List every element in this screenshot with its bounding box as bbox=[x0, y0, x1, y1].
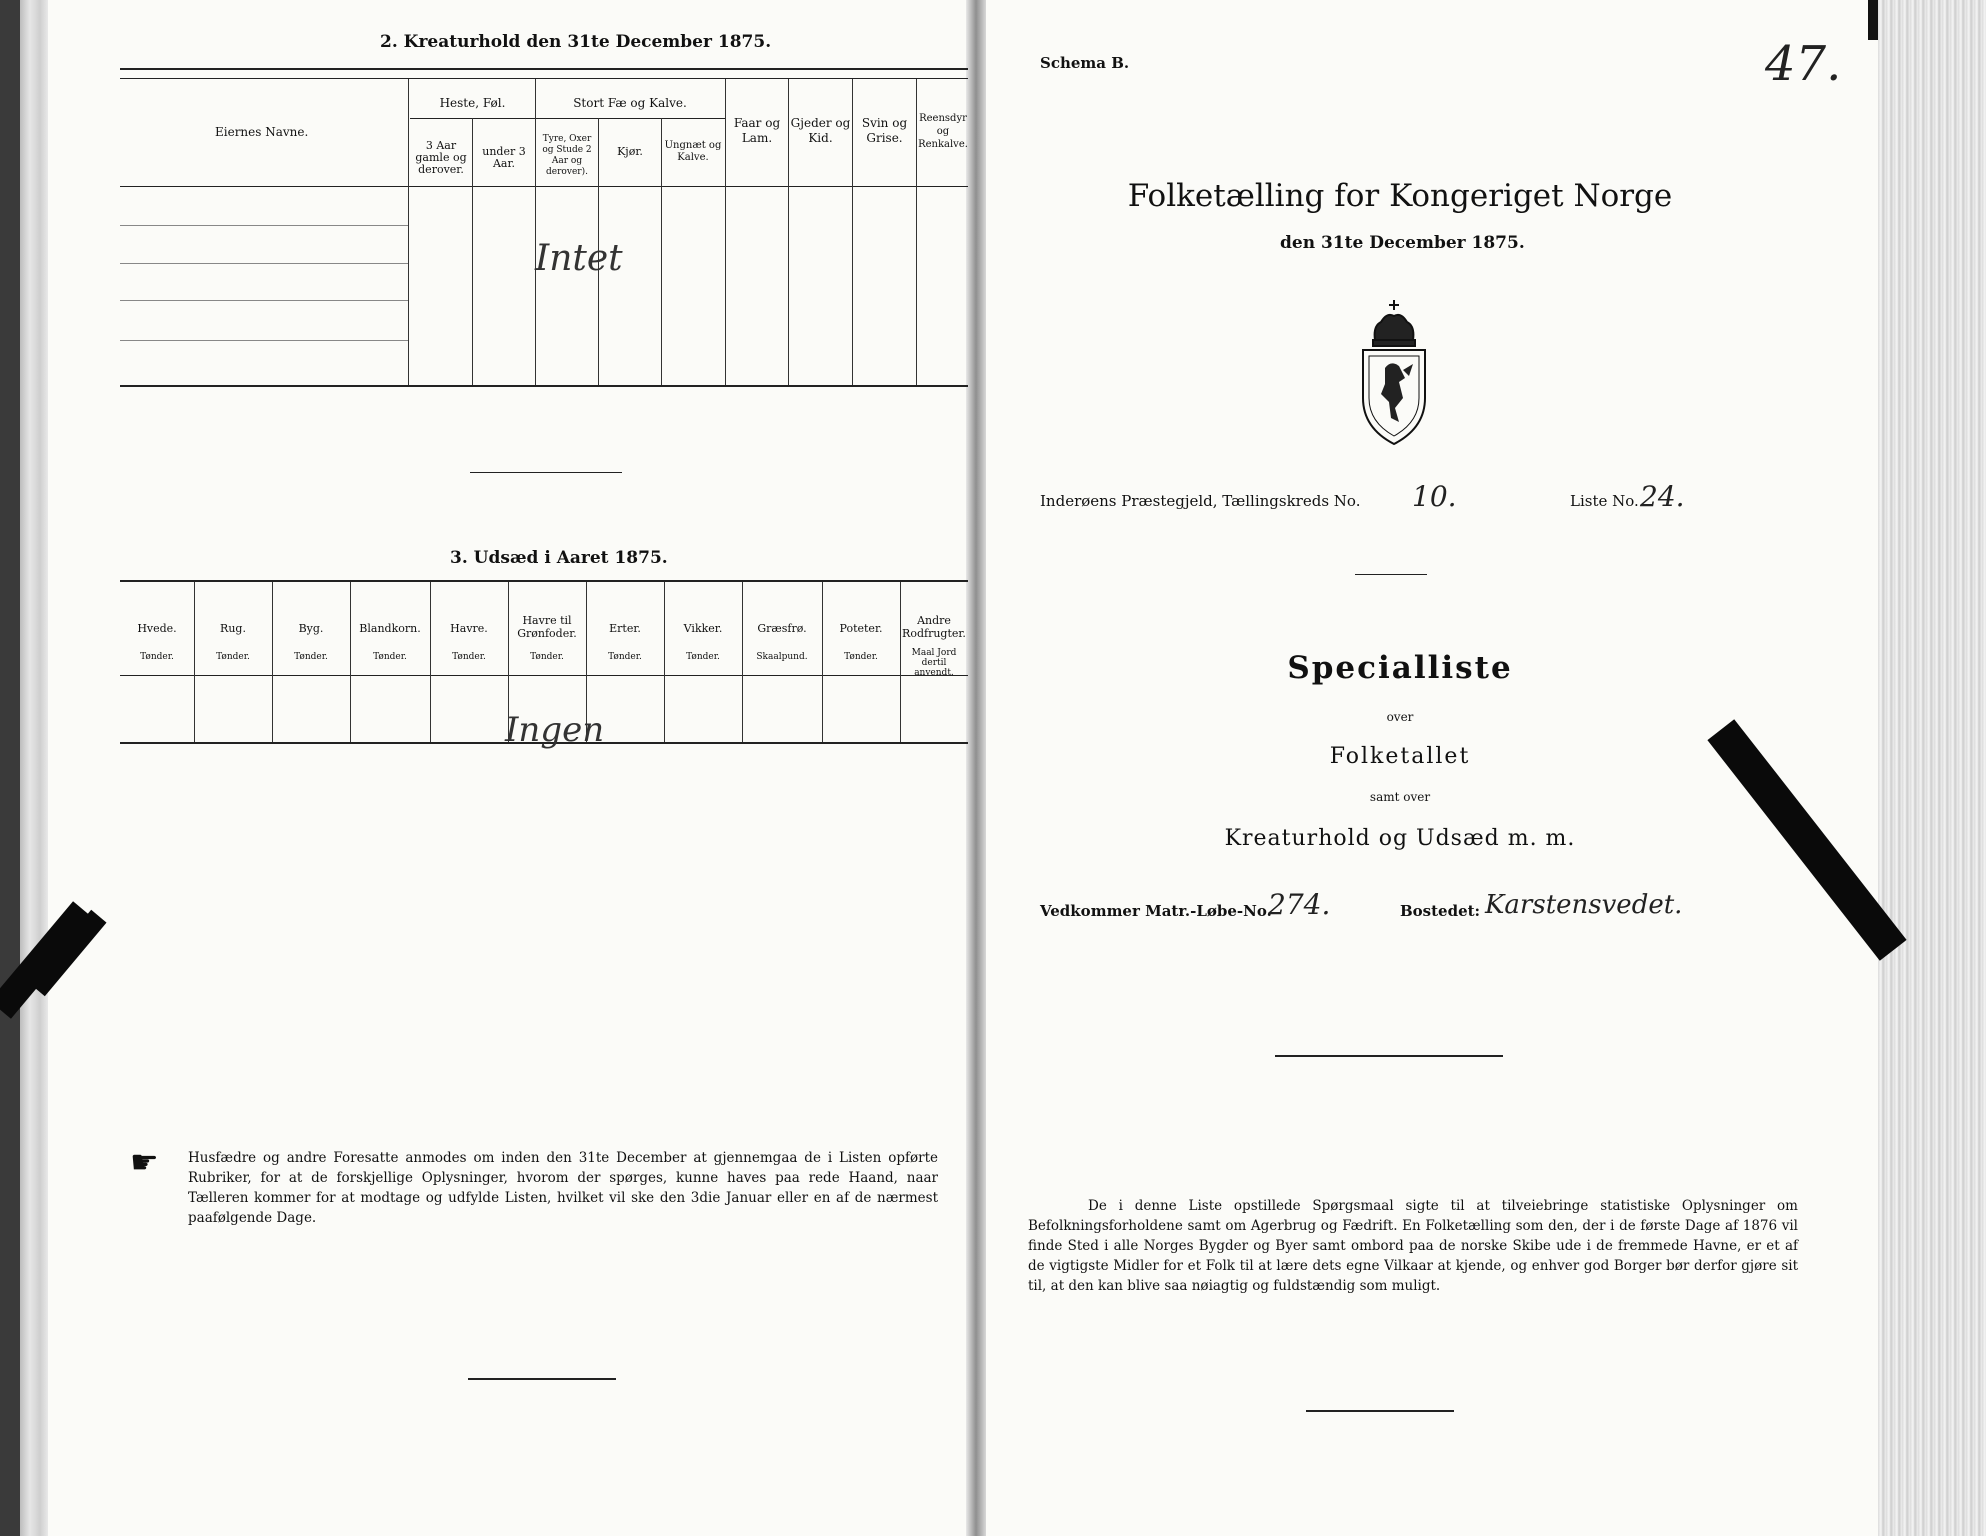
owners-header: Eiernes Navne. bbox=[215, 125, 309, 139]
schema-label: Schema B. bbox=[1040, 54, 1130, 72]
left-page bbox=[48, 0, 978, 1536]
seed-col-10-name: Poteter. bbox=[839, 622, 883, 635]
horses-col-1: 3 Aar gamle og derover. bbox=[415, 139, 467, 176]
table2-top-rule bbox=[120, 68, 968, 70]
horses-col-2: under 3 Aar. bbox=[482, 145, 526, 170]
seed-col-2-name: Rug. bbox=[220, 622, 246, 635]
cattle-header: Stort Fæ og Kalve. bbox=[573, 96, 687, 110]
footer-text: De i denne Liste opstillede Spørgsmaal sigte til at tilveiebringe statistiske Oplysninger om Befolkningsforholdene samt om Agerbrug og Fædrift. En Folketælling som den, der i de første Dage af 1876 vil finde Sted i alle Norges Bygder og Byer samt ombord paa de norske Skibe ude i de fremmede Havne, er et af de vigtigste Midler for et Folk til at lære dets egne Vilkaar at kjende, og enhver god Borger bør derfor gjøre sit til, at den kan blive saa nøiagtig og fuldstændig som muligt. bbox=[1028, 1198, 1798, 1294]
seed-col-8-unit: Tønder. bbox=[686, 652, 720, 662]
over-label: over bbox=[1386, 710, 1414, 724]
seed-col-5-name: Havre. bbox=[450, 622, 488, 635]
right-dark-edge bbox=[1868, 0, 1878, 40]
matr-label: Vedkommer Matr.-Løbe-No. bbox=[1040, 902, 1272, 920]
divider-left-2 bbox=[468, 1378, 616, 1380]
folketallet-label: Folketallet bbox=[1329, 744, 1471, 769]
cattle-col-2: Kjør. bbox=[617, 145, 643, 158]
goats-col: Gjeder og Kid. bbox=[790, 116, 851, 145]
bosted-value: Karstensvedet. bbox=[1485, 890, 1683, 920]
seed-col-9-unit: Skaalpund. bbox=[756, 652, 808, 662]
specialliste-title: Specialliste bbox=[1287, 650, 1513, 686]
seed-col-10-unit: Tønder. bbox=[844, 652, 878, 662]
cattle-col-1: Tyre, Oxer og Stude 2 Aar og derover). bbox=[542, 134, 592, 177]
pointing-hand-icon: ☛ bbox=[130, 1143, 159, 1181]
kreaturhold-label: Kreaturhold og Udsæd m. m. bbox=[1224, 826, 1576, 851]
census-title: Folketælling for Kongeriget Norge bbox=[1127, 178, 1673, 214]
section2-title: 2. Kreaturhold den 31te December 1875. bbox=[380, 32, 772, 52]
seed-col-2-unit: Tønder. bbox=[216, 652, 250, 662]
bosted-label: Bostedet: bbox=[1400, 902, 1481, 920]
seed-col-5-unit: Tønder. bbox=[452, 652, 486, 662]
divider-left-1 bbox=[470, 472, 622, 473]
right-page-stack bbox=[1878, 0, 1986, 1536]
seed-col-11-unit: Maal Jord dertil anvendt. bbox=[911, 648, 957, 678]
seed-col-3-unit: Tønder. bbox=[294, 652, 328, 662]
left-page-stack bbox=[20, 0, 50, 1536]
seed-col-8-name: Vikker. bbox=[683, 622, 723, 635]
table3-header-rule bbox=[120, 675, 968, 676]
liste-no: 24. bbox=[1640, 480, 1685, 513]
table2-top-rule-2 bbox=[120, 78, 968, 79]
divider-right-2 bbox=[1275, 1055, 1503, 1057]
seed-col-7-unit: Tønder. bbox=[608, 652, 642, 662]
horses-header: Heste, Føl. bbox=[439, 96, 506, 110]
section3-handwritten: Ingen bbox=[505, 710, 605, 750]
divider-right-3 bbox=[1306, 1410, 1454, 1412]
census-subtitle: den 31te December 1875. bbox=[1280, 233, 1525, 253]
cattle-col-3: Ungnæt og Kalve. bbox=[664, 140, 722, 163]
table2-header-rule bbox=[120, 186, 968, 187]
liste-label: Liste No. bbox=[1570, 492, 1639, 510]
seed-col-3-name: Byg. bbox=[298, 622, 324, 635]
seed-col-4-name: Blandkorn. bbox=[359, 622, 421, 635]
table2-bottom-rule bbox=[120, 385, 968, 387]
notice-text: Husfædre og andre Foresatte anmodes om inden den 31te December at gjennemgaa de i Listen opførte Rubriker, for at de forskjellige Oplysninger, hvorom der spørges, kunne haves paa rede Haand, naar Tælleren kommer for at modtage og udfylde Listen, hvilket vil ske den 3die Januar eller en af de nærmest paafølgende Dage. bbox=[188, 1150, 938, 1226]
samt-over-label: samt over bbox=[1369, 790, 1431, 804]
seed-col-4-unit: Tønder. bbox=[373, 652, 407, 662]
section2-handwritten: Intet bbox=[535, 238, 623, 279]
seed-col-6-unit: Tønder. bbox=[530, 652, 564, 662]
page-number: 47. bbox=[1765, 36, 1842, 92]
table3-top-rule bbox=[120, 580, 968, 582]
seed-col-1-name: Hvede. bbox=[137, 622, 177, 635]
seed-col-11-name: Andre Rodfrugter. bbox=[902, 614, 966, 640]
coat-of-arms-icon bbox=[1355, 298, 1433, 448]
sheep-col: Faar og Lam. bbox=[733, 116, 781, 145]
parish-label: Inderøens Præstegjeld, Tællingskreds No. bbox=[1040, 492, 1361, 510]
section3-title: 3. Udsæd i Aaret 1875. bbox=[450, 548, 668, 568]
seed-col-7-name: Erter. bbox=[609, 622, 641, 635]
reindeer-col: Reensdyr og Renkalve. bbox=[918, 113, 968, 150]
pigs-col: Svin og Grise. bbox=[861, 116, 908, 145]
seed-col-6-name: Havre til Grønfoder. bbox=[517, 614, 577, 640]
seed-col-1-unit: Tønder. bbox=[140, 652, 174, 662]
matr-no: 274. bbox=[1268, 888, 1331, 921]
seed-col-9-name: Græsfrø. bbox=[757, 622, 807, 635]
gutter bbox=[966, 0, 986, 1536]
tellingskreds-no: 10. bbox=[1412, 480, 1457, 513]
cattle-subheader-rule bbox=[535, 118, 725, 119]
divider-right-1 bbox=[1355, 574, 1427, 575]
